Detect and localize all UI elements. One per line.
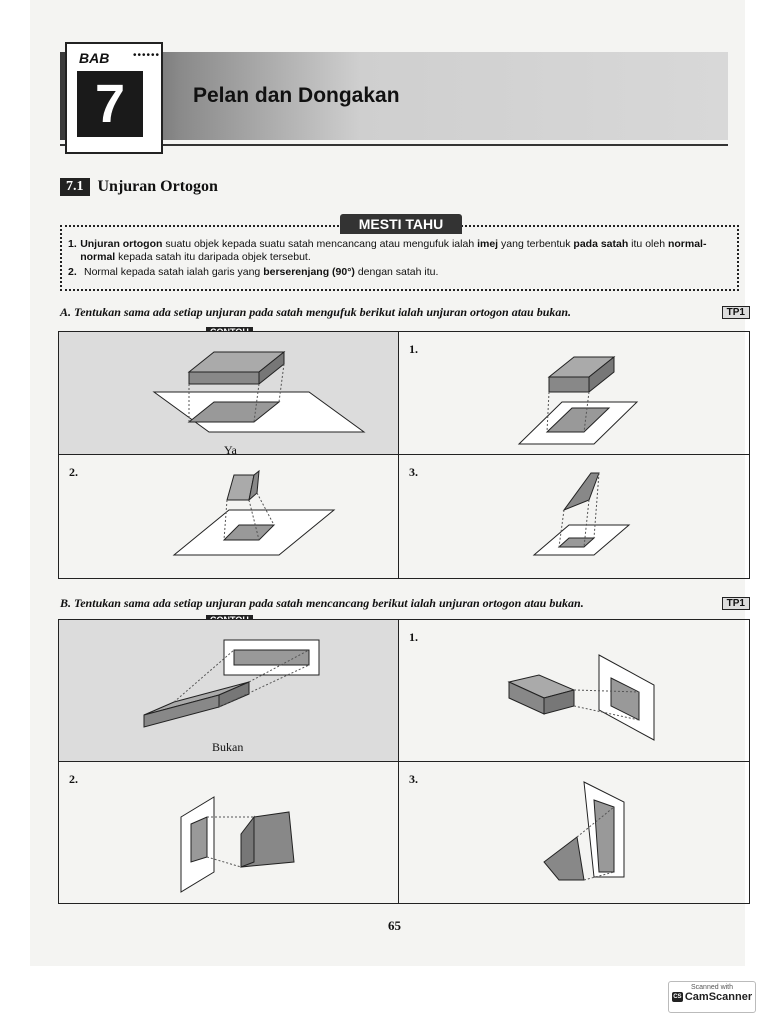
question-a bbox=[60, 305, 750, 320]
section-title: Unjuran Ortogon bbox=[97, 178, 218, 195]
cell-a-1-num: 1. bbox=[409, 342, 418, 356]
body-text: yang terbentuk bbox=[498, 238, 574, 250]
figure-a-3 bbox=[399, 455, 749, 573]
camscanner-icon: CS bbox=[673, 994, 682, 1000]
cell-a-contoh bbox=[59, 332, 399, 455]
mesti-tahu-title: MESTI TAHU bbox=[340, 214, 462, 234]
mesti-tahu-item bbox=[68, 238, 733, 264]
figure-b-1 bbox=[399, 620, 749, 756]
body-text: Normal kepada satah ialah garis yang bbox=[84, 266, 264, 278]
contoh-a-answer: Ya bbox=[224, 443, 237, 457]
emphasis-text: berserenjang (90°) bbox=[263, 266, 355, 278]
figure-b-2 bbox=[59, 762, 399, 908]
cell-b-contoh bbox=[59, 620, 399, 762]
emphasis-text: Unjuran ortogon bbox=[80, 238, 163, 250]
camscanner-watermark bbox=[668, 981, 756, 1013]
mesti-tahu-item-text bbox=[84, 266, 438, 279]
figure-b-contoh bbox=[59, 620, 399, 756]
figure-a-1 bbox=[399, 332, 749, 460]
cell-a-3 bbox=[399, 455, 749, 578]
figure-b-3 bbox=[399, 762, 749, 908]
chapter-label: BAB bbox=[79, 50, 110, 66]
section-number: 7.1 bbox=[60, 178, 90, 196]
question-b-text: B. Tentukan sama ada setiap unjuran pada satah mencancang berikut ialah unjuran ortogon atau bukan. bbox=[60, 596, 584, 610]
question-a-text: A. Tentukan sama ada setiap unjuran pada satah mengufuk berikut ialah unjuran ortogon atau bukan. bbox=[60, 305, 572, 319]
cell-b-2 bbox=[59, 762, 399, 904]
chapter-title: Pelan dan Dongakan bbox=[193, 84, 400, 107]
scanner-caption: Scanned with bbox=[690, 984, 734, 991]
cell-b-1 bbox=[399, 620, 749, 762]
page-number: 65 bbox=[388, 918, 401, 933]
cell-b-3-num: 3. bbox=[409, 771, 418, 786]
grid-b bbox=[58, 619, 750, 904]
mesti-tahu-item bbox=[68, 266, 733, 279]
cell-a-2-num: 2. bbox=[69, 465, 78, 479]
tp-badge-a: TP1 bbox=[722, 306, 750, 319]
contoh-b-answer: Bukan bbox=[212, 740, 244, 754]
section-heading bbox=[60, 176, 218, 198]
cell-b-2-num: 2. bbox=[69, 771, 78, 786]
chapter-number: 7 bbox=[77, 71, 143, 137]
cell-b-1-num: 1. bbox=[409, 630, 418, 644]
emphasis-text: pada satah bbox=[573, 238, 629, 250]
emphasis-text: imej bbox=[477, 238, 499, 250]
body-text: dengan satah itu. bbox=[354, 266, 439, 278]
figure-a-2 bbox=[59, 455, 399, 573]
scanner-brand bbox=[669, 991, 755, 1003]
body-text: kepada satah itu daripada objek tersebut. bbox=[115, 251, 311, 263]
emphasis-text: normal-normal bbox=[80, 238, 707, 263]
mesti-tahu-item-text bbox=[80, 238, 733, 264]
mesti-tahu-item-number: 2. bbox=[68, 266, 77, 278]
cell-a-3-num: 3. bbox=[409, 465, 418, 479]
grid-a bbox=[58, 331, 750, 579]
body-text: suatu objek kepada suatu satah mencancang atau mengufuk ialah bbox=[162, 238, 478, 250]
mesti-tahu-item-number: 1. bbox=[68, 238, 77, 250]
scanner-brand-name: CamScanner bbox=[684, 991, 753, 1003]
tp-badge-b: TP1 bbox=[722, 597, 750, 610]
cell-a-2 bbox=[59, 455, 399, 578]
chapter-dots: •••••• bbox=[133, 50, 161, 61]
mesti-tahu-list bbox=[68, 238, 733, 281]
cell-a-1 bbox=[399, 332, 749, 455]
body-text: itu oleh bbox=[628, 238, 668, 250]
chapter-badge bbox=[65, 42, 163, 154]
figure-a-contoh bbox=[59, 332, 399, 460]
cell-b-3 bbox=[399, 762, 749, 904]
question-b bbox=[60, 596, 750, 611]
